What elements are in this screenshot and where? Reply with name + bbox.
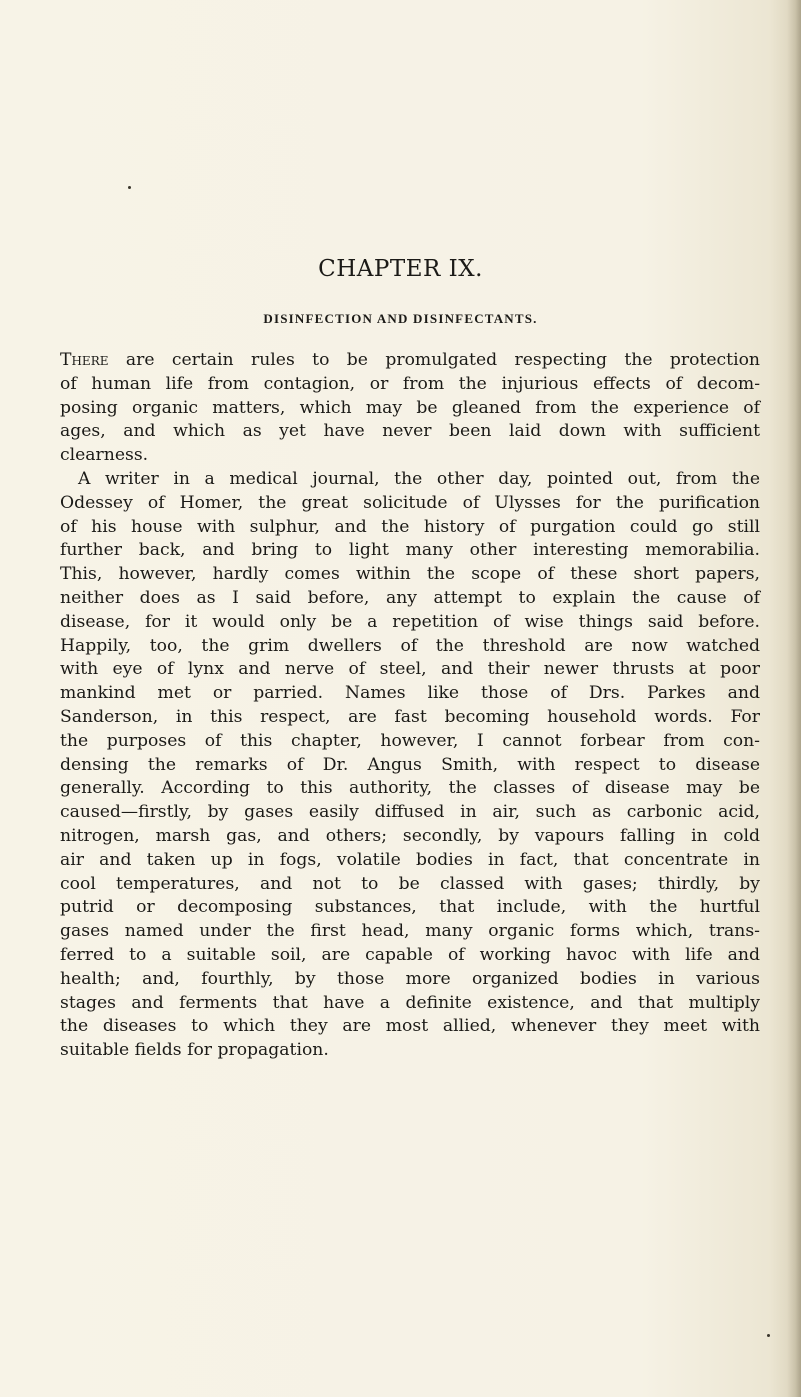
paragraph-2	[60, 468, 760, 1063]
text-line: air and taken up in fogs, volatile bodies in fact, that concentrate in	[60, 849, 760, 870]
text-line: putrid or decomposing substances, that include, with the hurtful	[60, 897, 760, 918]
chapter-subtitle: DISINFECTION AND DISINFECTANTS.	[263, 311, 538, 326]
text-line: cool temperatures, and not to be classed with gases; thirdly, by	[60, 873, 760, 894]
text-line: further back, and bring to light many other interesting memorabilia.	[60, 540, 760, 561]
ink-speck	[767, 1334, 770, 1337]
text-line: mankind met or parried. Names like those of Drs. Parkes and	[60, 683, 760, 704]
text-line	[60, 349, 760, 373]
text-line: of his house with sulphur, and the history of purgation could go still	[60, 516, 760, 537]
text-line: the diseases to which they are most allied, whenever they meet with	[60, 1016, 760, 1037]
text-line: This, however, hardly comes within the scope of these short papers,	[60, 564, 760, 585]
text-line: generally. According to this authority, the classes of disease may be	[60, 778, 760, 799]
text-line: stages and ferments that have a definite existence, and that multiply	[60, 992, 760, 1013]
page-edge-shadow	[787, 0, 801, 1397]
text-line: clearness.	[60, 445, 149, 466]
text-line-rest: are certain rules to be promulgated respecting the protection	[108, 350, 760, 370]
text-line: of human life from contagion, or from the injurious effects of decom-	[60, 373, 760, 394]
text-line: with eye of lynx and nerve of steel, and their newer thrusts at poor	[60, 659, 760, 680]
paragraph-1	[60, 349, 760, 468]
text-line: posing organic matters, which may be gleaned from the experience of	[60, 397, 760, 418]
text-line: health; and, fourthly, by those more organized bodies in various	[60, 968, 760, 989]
text-line: neither does as I said before, any attempt to explain the cause of	[60, 587, 760, 608]
ink-speck	[128, 186, 131, 189]
text-line: disease, for it would only be a repetition of wise things said before.	[60, 611, 760, 632]
text-line: Happily, too, the grim dwellers of the threshold are now watched	[60, 635, 760, 656]
text-line: nitrogen, marsh gas, and others; secondly, by vapours falling in cold	[60, 825, 760, 846]
text-line: densing the remarks of Dr. Angus Smith, with respect to disease	[60, 754, 760, 775]
text-line: the purposes of this chapter, however, I cannot forbear from con-	[60, 730, 760, 751]
text-line: A writer in a medical journal, the other day, pointed out, from the	[78, 468, 760, 489]
text-line: ferred to a suitable soil, are capable of working havoc with life and	[60, 944, 760, 965]
lead-word: There	[60, 350, 109, 370]
body-text	[60, 349, 760, 1063]
text-line: Sanderson, in this respect, are fast becoming household words. For	[60, 706, 760, 727]
text-line: caused—firstly, by gases easily diffused in air, such as carbonic acid,	[60, 802, 760, 823]
text-line: gases named under the first head, many organic forms which, trans-	[60, 921, 760, 942]
text-line: suitable fields for propagation.	[60, 1040, 329, 1061]
text-line: Odessey of Homer, the great solicitude of Ulysses for the purification	[60, 492, 760, 513]
text-line: ages, and which as yet have never been laid down with sufficient	[60, 421, 760, 442]
chapter-heading: CHAPTER IX.	[318, 256, 483, 282]
